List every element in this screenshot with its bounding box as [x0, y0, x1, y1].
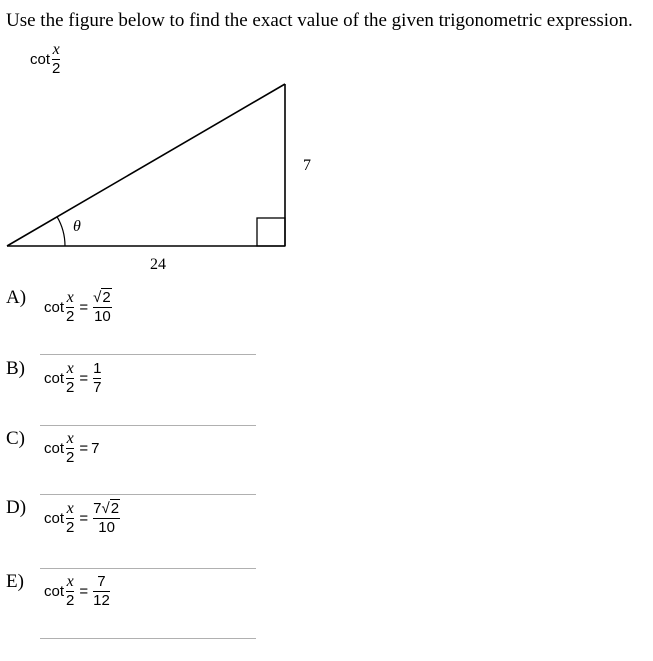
given-expression [30, 42, 60, 77]
answer-numerator: 7 [97, 573, 106, 590]
arg-numerator: x [66, 500, 74, 517]
sqrt-symbol: √2 [101, 500, 120, 517]
func-label: cot [44, 299, 65, 316]
side-length-right: 7 [303, 157, 311, 174]
separator-line [40, 568, 256, 569]
option-a-letter: A) [6, 287, 27, 308]
option-d-letter: D) [6, 497, 27, 518]
question-text: Use the figure below to find the exact value of the given trigonometric expression. [6, 10, 633, 31]
equals-sign: = [79, 510, 89, 527]
answer-denominator: 10 [94, 308, 111, 325]
arg-numerator: x [52, 41, 60, 58]
separator-line [40, 354, 256, 355]
func-label: cot [44, 583, 65, 600]
arg-denominator: 2 [66, 308, 75, 325]
func-label: cot [44, 510, 65, 527]
separator-line [40, 494, 256, 495]
arg-numerator: x [66, 430, 74, 447]
separator-line [40, 425, 256, 426]
option-c-letter: C) [6, 428, 25, 449]
coefficient: 7 [93, 500, 102, 517]
answer-denominator: 12 [93, 592, 110, 609]
arg-denominator: 2 [66, 379, 75, 396]
option-b-expression [44, 361, 101, 396]
equals-sign: = [79, 583, 89, 600]
arg-denominator: 2 [66, 449, 75, 466]
arg-numerator: x [66, 573, 74, 590]
option-b-letter: B) [6, 358, 25, 379]
angle-theta-label: θ [73, 218, 81, 235]
arg-numerator: x [66, 360, 74, 377]
option-d-expression [44, 501, 120, 536]
sqrt-symbol: √2 [93, 289, 111, 306]
side-length-bottom: 24 [150, 256, 166, 273]
radicand: 2 [102, 289, 111, 306]
equals-sign: = [79, 440, 89, 457]
arg-denominator: 2 [52, 60, 61, 77]
arg-denominator: 2 [66, 592, 75, 609]
equals-sign: = [79, 299, 89, 316]
radicand: 2 [110, 500, 120, 517]
answer-value: 7 [91, 440, 100, 457]
angle-arc [57, 217, 65, 246]
answer-denominator: 7 [93, 379, 102, 396]
separator-line [40, 638, 256, 639]
option-c-expression [44, 431, 99, 466]
right-angle-marker [257, 218, 285, 246]
arg-fraction [52, 42, 60, 77]
answer-denominator: 10 [98, 519, 115, 536]
option-e-expression [44, 574, 110, 609]
func-label: cot [44, 440, 65, 457]
arg-numerator: x [66, 289, 74, 306]
equals-sign: = [79, 370, 89, 387]
arg-denominator: 2 [66, 519, 75, 536]
option-a-expression [44, 290, 112, 325]
func-label: cot [44, 370, 65, 387]
option-e-letter: E) [6, 571, 24, 592]
answer-numerator: 1 [93, 360, 102, 377]
triangle-hypotenuse [7, 84, 285, 246]
func-label: cot [30, 51, 51, 68]
